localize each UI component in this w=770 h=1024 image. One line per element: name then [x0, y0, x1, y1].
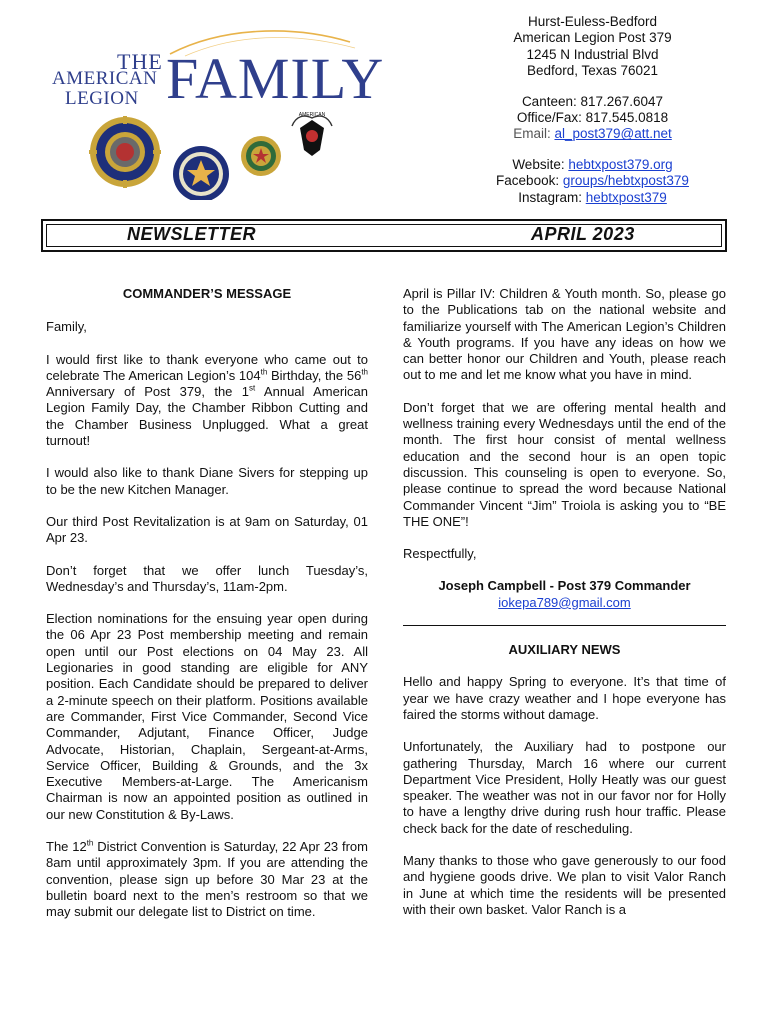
sons-emblem-icon	[241, 136, 281, 176]
signature: Joseph Campbell - Post 379 Commander	[438, 578, 691, 594]
office-phone: Office/Fax: 817.545.0818	[516, 110, 669, 126]
right-column	[403, 286, 726, 934]
signature-email-link[interactable]: iokepa789@gmail.com	[498, 594, 631, 610]
email-label: Email:	[513, 126, 555, 142]
paragraph-kitchen: I would also like to thank Diane Sivers for stepping up to be the new Kitchen Manager.	[46, 465, 368, 497]
auxiliary-emblem-icon	[173, 146, 229, 200]
paragraph-pillar: April is Pillar IV: Children & Youth month. So, please go to the Publications tab on the national website and familiarize yourself with The American Legion’s Children & Youth programs. If you have any ideas on how we can better honor our Children and Youth, please reach out to me and let me know what you have in mind.	[403, 286, 726, 383]
logo-word-legion: LEGION	[65, 88, 139, 109]
contact-block	[470, 14, 715, 206]
paragraph-lunch: Don’t forget that we offer lunch Tuesday’s, Wednesday’s and Thursday’s, 11am-2pm.	[46, 562, 368, 594]
org-name: Hurst-Euless-Bedford	[527, 14, 658, 29]
banner-title: NEWSLETTER	[127, 224, 256, 244]
logo-word-american: AMERICAN	[52, 68, 158, 89]
website-line	[470, 157, 715, 173]
paragraph-wellness: Don’t forget that we are offering mental health and wellness training every Wednesdays until the end of the month. The first hour consist of mental wellness education and the second hour is an open topic discussion. This counseling is open to everyone. So, please continue to spread the word because National Commander Vincent “Jim” Troiola is asking you to “BE THE ONE”!	[403, 399, 726, 529]
commanders-message-heading: COMMANDER’S MESSAGE	[122, 286, 292, 301]
canteen-phone: Canteen: 817.267.6047	[521, 93, 664, 109]
banner-date: APRIL 2023	[531, 224, 635, 244]
auxiliary-news-heading: AUXILIARY NEWS	[508, 642, 621, 658]
aux-paragraph-spring: Hello and happy Spring to everyone. It’s that time of year we have crazy weather and I hope everyone has faired the storms without damage.	[403, 674, 726, 722]
signature-email-line	[403, 595, 726, 611]
paragraph-thanks: I would first like to thank everyone who came out to celebrate The American Legion’s 104th Birthday, the 56th Anniversary of Post 379, the 1st Annual American Legion Family Day, the Chamber Ribbon Cutting and the Chamber Business Unplugged. What a great turnout!	[46, 351, 368, 449]
salutation: Family,	[46, 319, 87, 335]
legion-emblem-icon	[89, 116, 161, 188]
post-name: American Legion Post 379	[513, 30, 672, 46]
street-address: 1245 N Industrial Blvd	[526, 46, 659, 62]
aux-paragraph-drive: Many thanks to those who gave generously to our food and hygiene goods drive. We plan to visit Valor Ranch in June at which time the residents will be presented with their own basket. Valor Ranch is a	[403, 853, 726, 917]
svg-text:AMERICAN: AMERICAN	[298, 112, 326, 118]
paragraph-elections: Election nominations for the ensuing year open during the 06 Apr 23 Post membership meeting and remain open until our Post elections on 04 May 23. All Legionaries in good standing are eligible for ANY position. Each Candidate should be prepared to deliver a 2-minute speech on their platform. Positions available are Commander, First Vice Commander, Second Vice Commander, Adjutant, Finance Officer, Judge Advocate, Historian, Chaplain, Sergeant-at-Arms, Service Officer, Building & Grounds, and the 3x Executive Members-at-Large. The Americanism Chairman is now an appointed position as outlined in our new Constitution & By-Laws.	[46, 611, 368, 822]
paragraph-revitalization: Our third Post Revitalization is at 9am on Saturday, 01 Apr 23.	[46, 513, 368, 546]
email-line	[470, 126, 715, 142]
closing: Respectfully,	[403, 546, 477, 562]
website-link[interactable]: hebtxpost379.org	[568, 156, 673, 172]
instagram-line	[470, 190, 715, 206]
logo-word-family: FAMILY	[166, 46, 385, 111]
facebook-line	[470, 173, 715, 189]
riders-emblem-icon	[292, 112, 332, 156]
instagram-label: Instagram:	[518, 189, 586, 205]
facebook-link[interactable]: groups/hebtxpost379	[562, 173, 689, 189]
logo-word-the: THE	[117, 49, 163, 74]
paragraph-convention: The 12th District Convention is Saturday, 22 Apr 23 from 8am until approximately 3pm. If you are attending the convention, please sign up before 30 Mar 23 at the bulletin board next to the men’s restroom so that we may submit our delegate list to District on time.	[46, 838, 368, 920]
city-state-zip: Bedford, Texas 76021	[526, 63, 659, 79]
instagram-link[interactable]: hebtxpost379	[585, 189, 667, 205]
facebook-label: Facebook:	[496, 173, 563, 189]
email-link[interactable]: al_post379@att.net	[554, 126, 672, 142]
section-divider	[403, 625, 726, 626]
left-column	[46, 286, 368, 937]
website-label: Website:	[512, 156, 569, 172]
aux-paragraph-postpone: Unfortunately, the Auxiliary had to postpone our gathering Thursday, March 16 where our current Department Vice President, Holly Heatly was our guest speaker. The weather was not in our favor nor for Holly to have a lengthy drive during rush hour traffic. Please check back for the date of rescheduling.	[403, 739, 726, 836]
